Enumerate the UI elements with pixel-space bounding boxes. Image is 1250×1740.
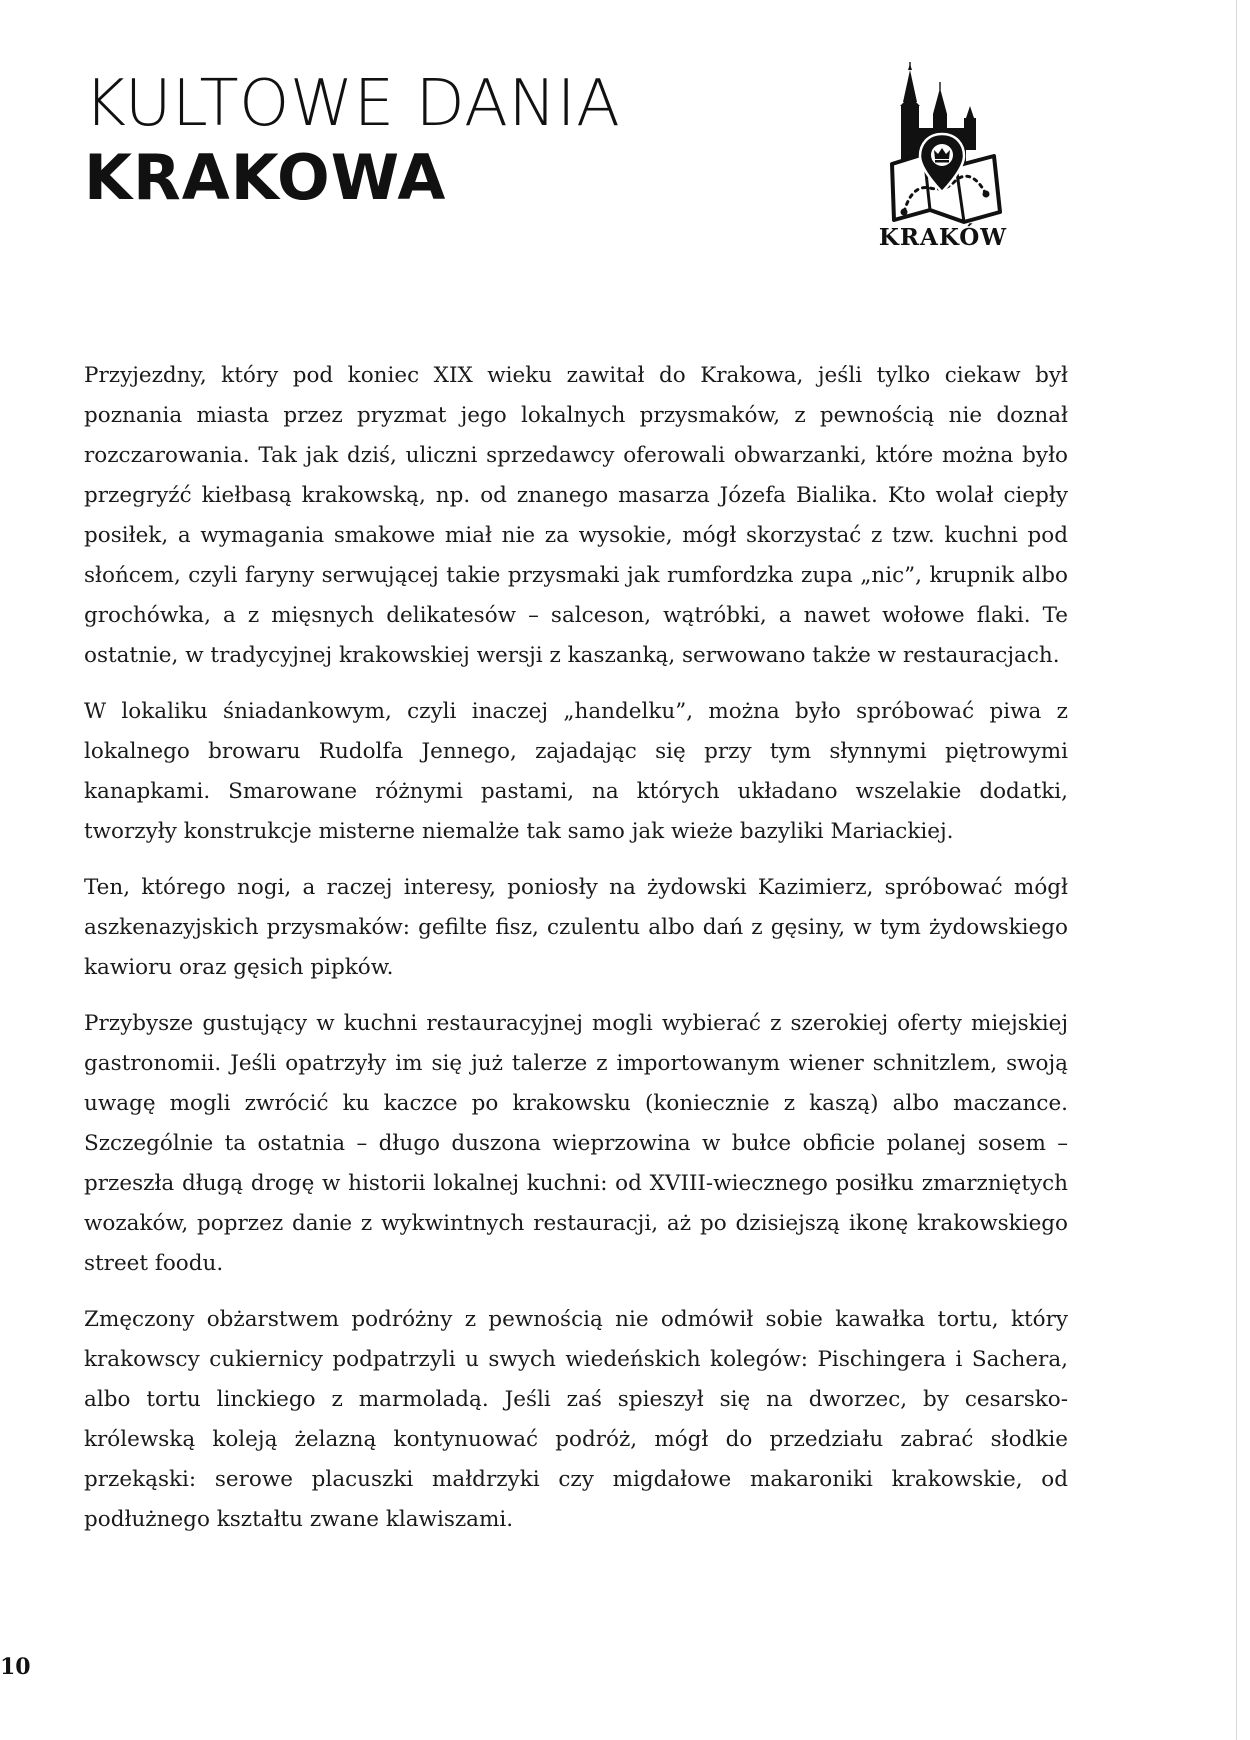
title-line-1: KULTOWE DANIA [84, 67, 621, 141]
page-number: 10 [0, 1654, 31, 1680]
krakow-church-map-pin-icon [886, 62, 1006, 226]
city-label: KRAKÓW [878, 224, 1008, 251]
paragraph: W lokaliku śniadankowym, czyli inaczej „handelku”, można było spróbować piwa z lokalnego browaru Rudolfa Jennego, zajadając się przy tym słynnymi piętrowymi kanapkami. Smarowane różnymi pastami, na których układano wszelakie dodatki, tworzyły konstrukcje misterne niemalże tak samo jak wieże bazyliki Mariackiej. [84, 699, 1068, 844]
krakow-emblem [868, 62, 1018, 258]
paragraph: Ten, którego nogi, a raczej interesy, poniosły na żydowski Kazimierz, spróbować mógł aszkenazyjskich przysmaków: gefilte fisz, czulentu albo dań z gęsiny, w tym żydowskiego kawioru oraz gęsich pipków. [84, 875, 1068, 980]
paragraph: Zmęczony obżarstwem podróżny z pewnością nie odmówił sobie kawałka tortu, który krakowscy cukiernicy podpatrzyli u swych wiedeńskich kolegów: Pischingera i Sachera, albo tortu linckiego z marmoladą. Jeśli zaś spieszył się na dworzec, by cesarsko-królewską koleją żelazną kontynuować podróż, mógł do przedziału zabrać słodkie przekąski: serowe placuszki małdrzyki czy migdałowe makaroniki krakowskie, od podłużnego kształtu zwane klawiszami. [84, 1307, 1068, 1532]
paragraph: Przybysze gustujący w kuchni restauracyjnej mogli wybierać z szerokiej oferty miejskiej gastronomii. Jeśli opatrzyły im się już talerze z importowanym wiener schnitzlem, swoją uwagę mogli zwrócić ku kaczce po krakowsku (koniecznie z kaszą) albo maczance. Szczególnie ta ostatnia – długo duszona wieprzowina w bułce obficie polanej sosem – przeszła długą drogę w historii lokalnej kuchni: od XVIII-wiecznego posiłku zmarzniętych wozaków, poprzez danie z wykwintnych restauracji, aż po dzisiejszą ikonę krakowskiego street foodu. [84, 1011, 1068, 1276]
title-line-2: KRAKOWA [84, 141, 447, 214]
page-title [84, 68, 620, 216]
paragraph: Przyjezdny, który pod koniec XIX wieku zawitał do Krakowa, jeśli tylko ciekaw był poznania miasta przez pryzmat jego lokalnych przysmaków, z pewnością nie doznał rozczarowania. Tak jak dziś, uliczni sprzedawcy oferowali obwarzanki, które można było przegryźć kiełbasą krakowską, np. od znanego masarza Józefa Bialika. Kto wolał ciepły posiłek, a wymagania smakowe miał nie za wysokie, mógł skorzystać z tzw. kuchni pod słońcem, czyli faryny serwującej takie przysmaki jak rumfordzka zupa „nic”, krupnik albo grochówka, a z mięsnych delikatesów – salceson, wątróbki, a nawet wołowe flaki. Te ostatnie, w tradycyjnej krakowskiej wersji z kaszanką, serwowano także w restauracjach. [84, 363, 1068, 668]
page-edge-divider [1236, 0, 1237, 1740]
article-body [84, 356, 1068, 1556]
